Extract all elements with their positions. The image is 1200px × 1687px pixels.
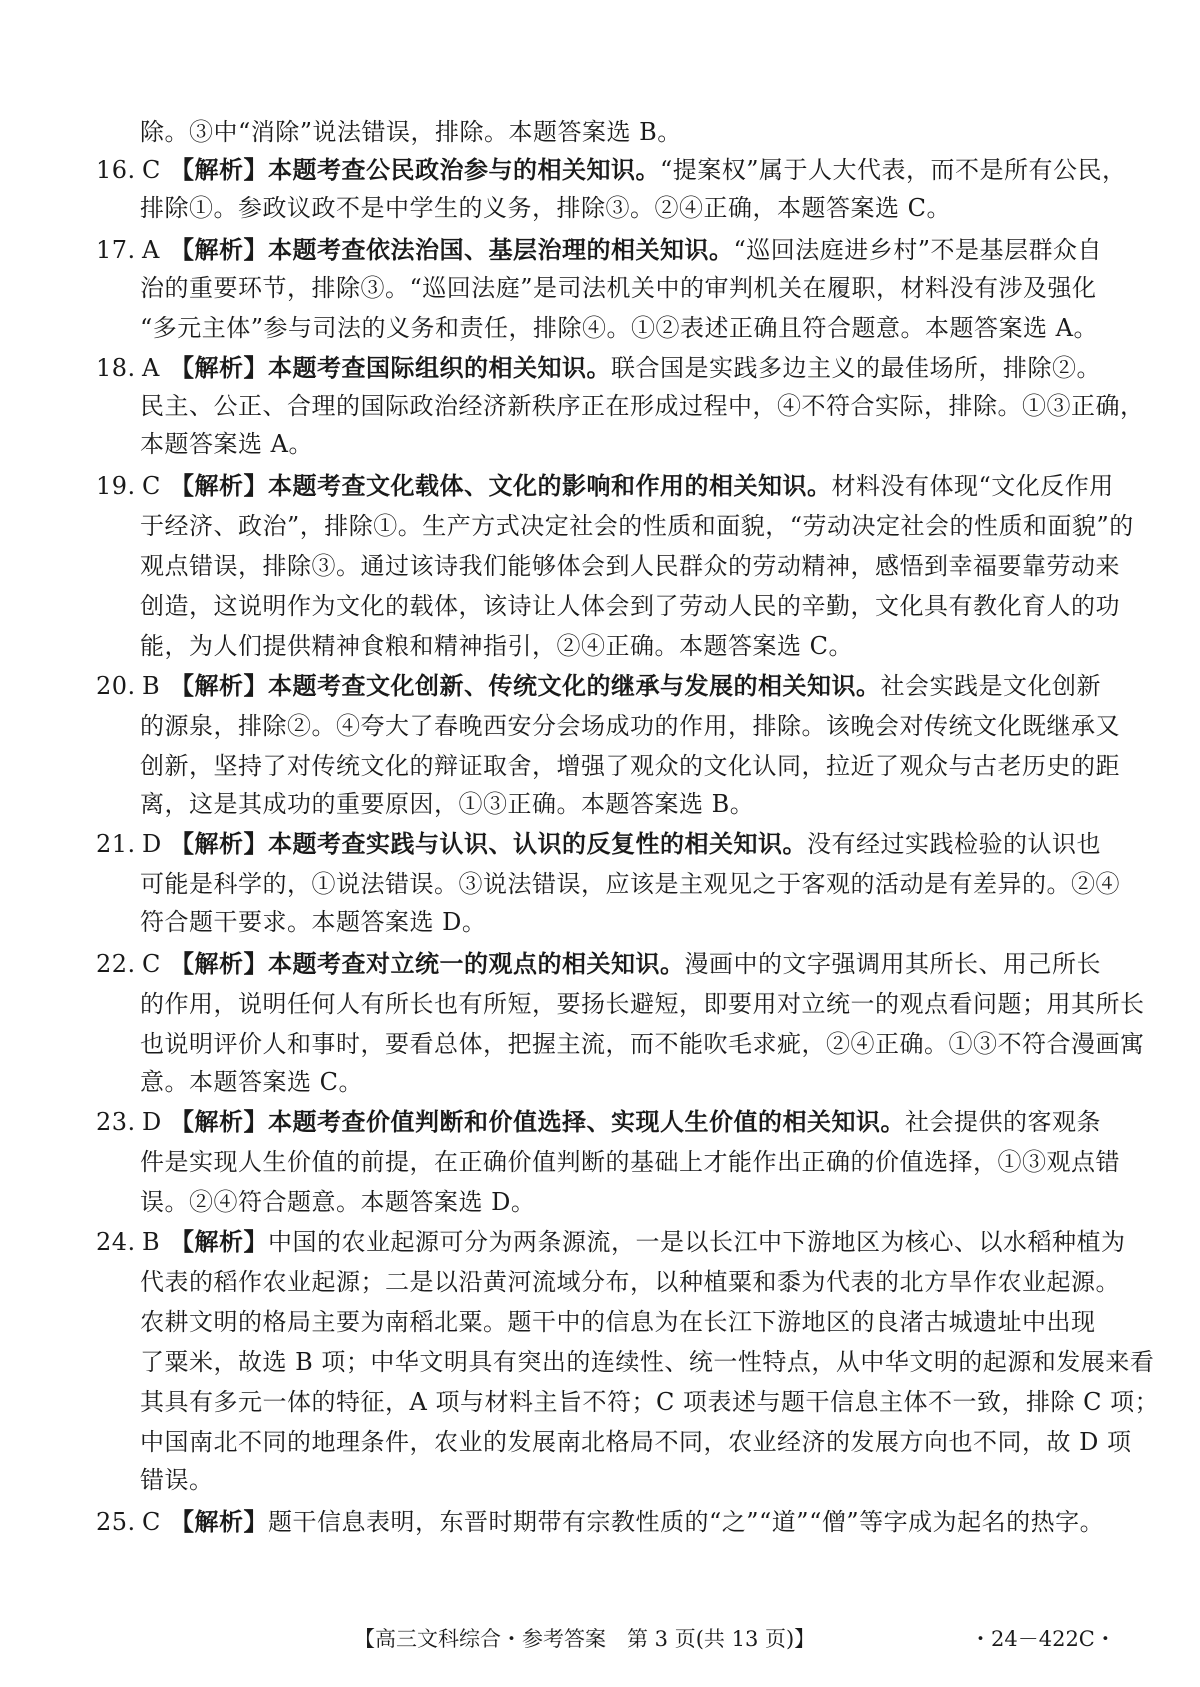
- analysis-tag: 【解析】: [170, 471, 268, 500]
- text-line: 创造，这说明作为文化的载体，该诗让人体会到了劳动人民的辛勤，文化具有教化育人的功: [140, 592, 1120, 620]
- text-line: 中国南北不同的地理条件，农业的发展南北格局不同，农业经济的发展方向也不同，故 D 项: [140, 1428, 1132, 1456]
- text-line: 符合题干要求。本题答案选 D。: [140, 908, 487, 936]
- text-line: 的源泉，排除②。④夸大了春晚西安分会场成功的作用，排除。该晚会对传统文化既继承又: [140, 712, 1120, 740]
- question-17-line: [96, 234, 1102, 266]
- text-line: 观点错误，排除③。通过该诗我们能够体会到人民群众的劳动精神，感悟到幸福要靠劳动来: [140, 552, 1120, 580]
- question-16-line: [96, 154, 1127, 186]
- question-number: 21.: [96, 830, 136, 858]
- text-line: 农耕文明的格局主要为南稻北粟。题干中的信息为在长江下游地区的良渚古城遗址中出现: [140, 1308, 1096, 1336]
- analysis-lead: 本题考查实践与认识、认识的反复性的相关知识。: [268, 829, 807, 858]
- text-line: 可能是科学的，①说法错误。③说法错误，应该是主观见之于客观的活动是有差异的。②④: [140, 870, 1120, 898]
- analysis-text: “巡回法庭进乡村”不是基层群众自: [733, 236, 1103, 264]
- analysis-lead: 本题考查依法治国、基层治理的相关知识。: [268, 235, 734, 264]
- answer-letter: C: [142, 156, 161, 184]
- text-line: 的作用，说明任何人有所长也有所短，要扬长避短，即要用对立统一的观点看问题；用其所长: [140, 990, 1145, 1018]
- answer-letter: C: [142, 472, 161, 500]
- text-line: 除。③中“消除”说法错误，排除。本题答案选 B。: [140, 118, 682, 146]
- analysis-tag: 【解析】: [170, 671, 268, 700]
- document-code: ・24－422C・: [970, 1627, 1116, 1651]
- analysis-tag: 【解析】: [170, 353, 268, 382]
- question-number: 23.: [96, 1108, 136, 1136]
- analysis-text: 社会实践是文化创新: [880, 672, 1101, 700]
- analysis-tag: 【解析】: [170, 949, 268, 978]
- answer-letter: C: [142, 950, 161, 978]
- question-number: 20.: [96, 672, 136, 700]
- question-number: 18.: [96, 354, 136, 382]
- question-number: 22.: [96, 950, 136, 978]
- text-line: 代表的稻作农业起源；二是以沿黄河流域分布，以种植粟和黍为代表的北方旱作农业起源。: [140, 1268, 1120, 1296]
- text-line: 也说明评价人和事时，要看总体，把握主流，而不能吹毛求疵，②④正确。①③不符合漫画寓: [140, 1030, 1145, 1058]
- analysis-text: 没有经过实践检验的认识也: [807, 830, 1101, 858]
- analysis-lead: 本题考查价值判断和价值选择、实现人生价值的相关知识。: [268, 1107, 905, 1136]
- analysis-tag: 【解析】: [170, 155, 268, 184]
- analysis-text: 联合国是实践多边主义的最佳场所，排除②。: [611, 354, 1101, 382]
- question-number: 16.: [96, 156, 136, 184]
- answer-letter: A: [142, 354, 160, 382]
- analysis-text: 题干信息表明，东晋时期带有宗教性质的“之”“道”“僧”等字成为起名的热字。: [268, 1508, 1105, 1536]
- text-line: 本题答案选 A。: [140, 430, 313, 458]
- analysis-tag: 【解析】: [170, 1107, 268, 1136]
- question-21-line: [96, 828, 1101, 860]
- answer-letter: B: [142, 672, 161, 700]
- question-20-line: [96, 670, 1101, 702]
- page-footer: 【高三文科综合・参考答案 第 3 页(共 13 页)】: [354, 1627, 816, 1651]
- answer-letter: D: [142, 830, 162, 858]
- analysis-tag: 【解析】: [170, 829, 268, 858]
- question-24-line: [96, 1226, 1126, 1258]
- text-line: 排除①。参政议政不是中学生的义务，排除③。②④正确，本题答案选 C。: [140, 194, 951, 222]
- analysis-tag: 【解析】: [170, 1227, 268, 1256]
- analysis-lead: 本题考查文化载体、文化的影响和作用的相关知识。: [268, 471, 832, 500]
- question-19-line: [96, 470, 1114, 502]
- analysis-text: 材料没有体现“文化反作用: [831, 472, 1114, 500]
- text-line: 其具有多元一体的特征，A 项与材料主旨不符；C 项表述与题干信息主体不一致，排除 C 项；: [140, 1388, 1160, 1416]
- text-line: 了粟米，故选 B 项；中华文明具有突出的连续性、统一性特点，从中华文明的起源和发展来看: [140, 1348, 1155, 1376]
- analysis-lead: 本题考查公民政治参与的相关知识。: [268, 155, 660, 184]
- analysis-text: 社会提供的客观条: [905, 1108, 1101, 1136]
- question-number: 17.: [96, 236, 136, 264]
- analysis-text: “提案权”属于人大代表，而不是所有公民，: [660, 156, 1127, 184]
- text-line: 治的重要环节，排除③。“巡回法庭”是司法机关中的审判机关在履职，材料没有涉及强化: [140, 274, 1097, 302]
- text-line: 错误。: [140, 1466, 214, 1494]
- text-line: 离，这是其成功的重要原因，①③正确。本题答案选 B。: [140, 790, 755, 818]
- question-number: 19.: [96, 472, 136, 500]
- answer-letter: C: [142, 1508, 161, 1536]
- question-23-line: [96, 1106, 1101, 1138]
- analysis-lead: 本题考查国际组织的相关知识。: [268, 353, 611, 382]
- text-line: 误。②④符合题意。本题答案选 D。: [140, 1188, 536, 1216]
- answer-letter: B: [142, 1228, 161, 1256]
- question-number: 24.: [96, 1228, 136, 1256]
- text-line: 于经济、政治”，排除①。生产方式决定社会的性质和面貌，“劳动决定社会的性质和面貌”的: [140, 512, 1134, 540]
- text-line: 意。本题答案选 C。: [140, 1068, 363, 1096]
- text-line: “多元主体”参与司法的义务和责任，排除④。①②表述正确且符合题意。本题答案选 A。: [140, 314, 1098, 342]
- text-line: 件是实现人生价值的前提，在正确价值判断的基础上才能作出正确的价值选择，①③观点错: [140, 1148, 1120, 1176]
- answer-letter: D: [142, 1108, 162, 1136]
- analysis-lead: 本题考查对立统一的观点的相关知识。: [268, 949, 685, 978]
- analysis-tag: 【解析】: [170, 1507, 268, 1536]
- analysis-lead: 本题考查文化创新、传统文化的继承与发展的相关知识。: [268, 671, 881, 700]
- text-line: 创新，坚持了对传统文化的辩证取舍，增强了观众的文化认同，拉近了观众与古老历史的距: [140, 752, 1120, 780]
- question-number: 25.: [96, 1508, 136, 1536]
- analysis-tag: 【解析】: [170, 235, 268, 264]
- text-line: 能，为人们提供精神食粮和精神指引，②④正确。本题答案选 C。: [140, 632, 853, 660]
- question-25-line: [96, 1506, 1104, 1538]
- question-22-line: [96, 948, 1101, 980]
- analysis-text: 中国的农业起源可分为两条源流，一是以长江中下游地区为核心、以水稻种植为: [268, 1228, 1126, 1256]
- text-line: 民主、公正、合理的国际政治经济新秩序正在形成过程中，④不符合实际，排除。①③正确，: [140, 392, 1145, 420]
- analysis-text: 漫画中的文字强调用其所长、用己所长: [684, 950, 1101, 978]
- answer-letter: A: [142, 236, 160, 264]
- question-18-line: [96, 352, 1101, 384]
